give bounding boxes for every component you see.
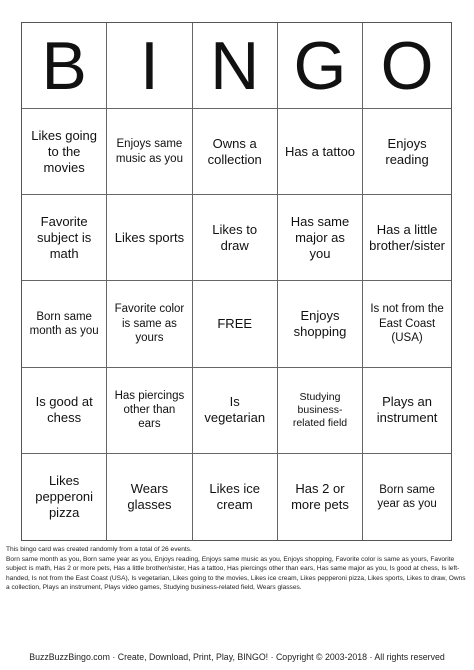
events-list: Born same month as you, Born same year as you, Enjoys reading, Enjoys same music as you, Enjoys shopping, Favorite color is same as yours, Favorite subject is math, Has 2 or more pets, Has a little brother/sister, Has a tattoo, Has piercings other than ears, Has same major as you, Is good at chess, Is left-handed, Is not from the East Coast (USA), Is vegetarian, Likes going to the movies, Likes ice cream, Likes pepperoni pizza, Likes sports, Likes to draw, Owns a collection, Plays an instrument, Plays video games, Studying business-related field, Wears glasses. xyxy=(6,555,466,592)
bingo-cell: Is vegetarian xyxy=(193,368,278,454)
bingo-cell: Favorite color is same as yours xyxy=(107,281,192,367)
bingo-cell: Is not from the East Coast (USA) xyxy=(363,281,451,367)
bingo-cell: Studying business-related field xyxy=(278,368,363,454)
bingo-cell: Enjoys shopping xyxy=(278,281,363,367)
header-letter-g: G xyxy=(278,23,363,109)
bingo-cell: Likes to draw xyxy=(193,195,278,281)
bingo-cell: Has 2 or more pets xyxy=(278,454,363,540)
bingo-cell: Has piercings other than ears xyxy=(107,368,192,454)
bingo-cell: Has a tattoo xyxy=(278,109,363,195)
events-intro: This bingo card was created randomly from a total of 26 events. xyxy=(6,546,192,553)
header-letter-b: B xyxy=(22,23,107,109)
bingo-cell: Favorite subject is math xyxy=(22,195,107,281)
bingo-grid xyxy=(22,23,451,540)
bingo-cell: Likes going to the movies xyxy=(22,109,107,195)
bingo-cell: Born same month as you xyxy=(22,281,107,367)
bingo-cell: Likes ice cream xyxy=(193,454,278,540)
bingo-card xyxy=(21,22,452,541)
bingo-cell: Owns a collection xyxy=(193,109,278,195)
bingo-cell: Wears glasses xyxy=(107,454,192,540)
bingo-cell: Enjoys same music as you xyxy=(107,109,192,195)
bingo-cell: Likes pepperoni pizza xyxy=(22,454,107,540)
bingo-cell: Enjoys reading xyxy=(363,109,451,195)
bingo-cell: Likes sports xyxy=(107,195,192,281)
site-footer: BuzzBuzzBingo.com · Create, Download, Print, Play, BINGO! · Copyright © 2003-2018 · All rights reserved xyxy=(29,652,445,662)
bingo-cell: Plays an instrument xyxy=(363,368,451,454)
bingo-cell: Has same major as you xyxy=(278,195,363,281)
header-letter-n: N xyxy=(193,23,278,109)
header-letter-i: I xyxy=(107,23,192,109)
bingo-cell: Born same year as you xyxy=(377,483,437,510)
header-letter-o: O xyxy=(363,23,451,109)
bingo-cell: Has a little brother/sister xyxy=(363,195,451,281)
events-description xyxy=(6,545,468,593)
free-space-cell: FREE xyxy=(193,281,278,367)
bingo-cell: Is good at chess xyxy=(22,368,107,454)
